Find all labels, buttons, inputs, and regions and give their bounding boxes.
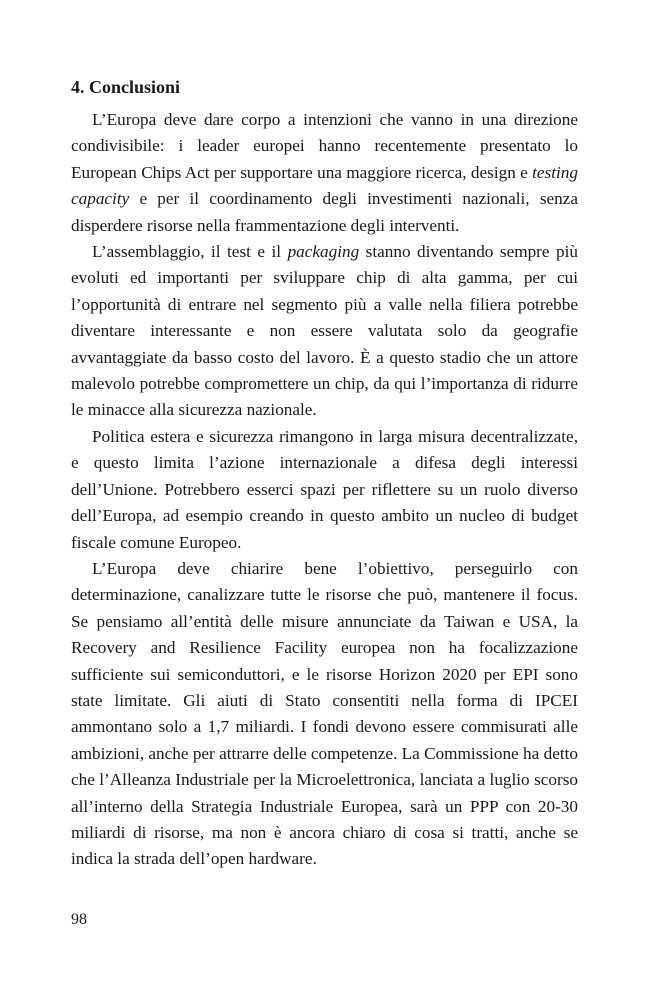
italic-phrase: packaging [287, 242, 360, 262]
text-run: L’assemblaggio, il test e il [92, 242, 288, 262]
page-number: 98 [71, 911, 87, 928]
text-run: L’Europa deve dare corpo a intenzioni che vanno in una direzione condivisibile: i leader europei hanno recentemente presentato lo European Chips Act per supportare una maggiore ricerca, design e [71, 110, 578, 182]
text-run: stanno diventando sempre più evoluti ed importanti per sviluppare chip di alta gamma, per cui l’opportunità di entrare nel segmento più a valle nella filiera potrebbe diventare interessante e non essere valutata solo da geografie avvantaggiate da basso costo del lavoro. È a questo stadio che un attore malevolo potrebbe compromettere un chip, da qui l’importanza di ridurre le minacce alla sicurezza nazionale. [71, 242, 578, 420]
text-run: e per il coordinamento degli investimenti nazionali, senza disperdere risorse nella frammentazione degli interventi. [71, 189, 578, 235]
paragraph [71, 239, 578, 424]
italic-phrase: testing capacity [71, 162, 578, 209]
paragraph [71, 556, 578, 873]
section-heading: 4. Conclusioni [71, 77, 181, 97]
text-run: L’Europa deve chiarire bene l’obiettivo, perseguirlo con determinazione, canalizzare tutte le risorse che può, mantenere il focus. Se pensiamo all’entità delle misure annunciate da Taiwan e USA, la Recovery and Resilience Facility europea non ha focalizzazione sufficiente sui semiconduttori, e le risorse Horizon 2020 per EPI sono state limitate. Gli aiuti di Stato consentiti nella forma di IPCEI ammontano solo a 1,7 miliardi. I fondi devono essere commisurati alle ambizioni, anche per attrarre delle competenze. La Commissione ha detto che l’Alleanza Industriale per la Microelettronica, lanciata a luglio scorso all’interno della Strategia Industriale Europea, sarà un PPP con 20-30 miliardi di risorse, ma non è ancora chiaro di cosa si tratti, anche se indica la strada dell’open hardware. [71, 558, 578, 869]
paragraph [71, 424, 578, 556]
text-run: Politica estera e sicurezza rimangono in larga misura decentralizzate, e questo limita l’azione internazionale a difesa degli interessi dell’Unione. Potrebbero esserci spazi per riflettere su un ruolo diverso dell’Europa, ad esempio creando in questo ambito un nucleo di budget fiscale comune Europeo. [71, 426, 578, 552]
page-body [71, 75, 578, 873]
paragraph [71, 107, 578, 239]
